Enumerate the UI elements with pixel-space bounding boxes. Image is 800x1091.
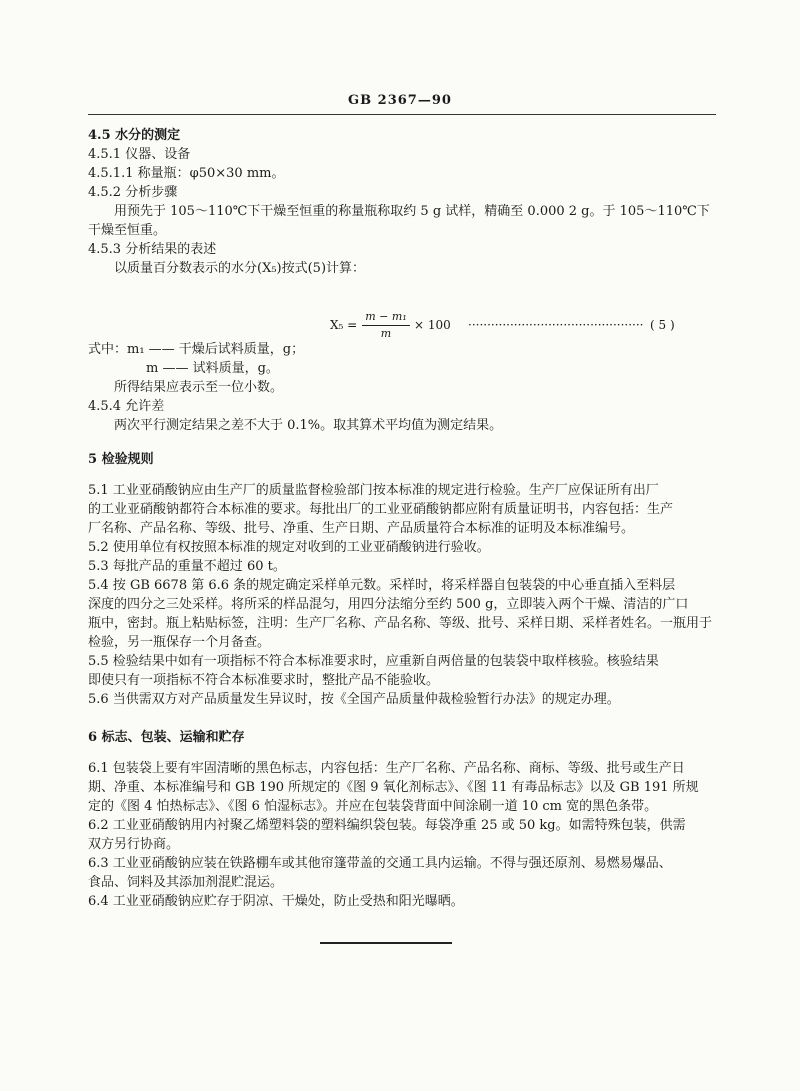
- para-6-2-line1: 6.2 工业亚硝酸钠用内衬聚乙烯塑料袋的塑料编织袋包装。每袋净重 25 或 50 kg。如需特殊包装，供需: [88, 818, 686, 833]
- section-4-5-3-title: 4.5.3 分析结果的表述: [88, 242, 217, 257]
- para-6-3-line1: 6.3 工业亚硝酸钠应装在铁路棚车或其他帘篷带盖的交通工具内运输。不得与强还原剂、易燃易爆品、: [88, 856, 672, 871]
- para-5-4-line1: 5.4 按 GB 6678 第 6.6 条的规定确定采样单元数。采样时，将采样器自包装袋的中心垂直插入至料层: [88, 578, 676, 593]
- formula-numerator: m − m₁: [365, 310, 407, 323]
- section-5-title: 5 检验规则: [88, 452, 154, 467]
- end-rule: [320, 942, 452, 944]
- para-6-3-line2: 食品、饲料及其添加剂混贮混运。: [88, 875, 284, 890]
- para-6-4: 6.4 工业亚硝酸钠应贮存于阴凉、干燥处，防止受热和阳光曝晒。: [88, 894, 464, 909]
- section-4-5-1-1: 4.5.1.1 称量瓶：φ50×30 mm。: [88, 166, 285, 181]
- formula-multiplier: × 100: [414, 318, 451, 332]
- formula-denominator: m: [380, 327, 392, 340]
- section-4-5: [88, 126, 718, 278]
- formula-fraction: [362, 310, 410, 341]
- para-5-1-line2: 的工业亚硝酸钠都符合本标准的要求。每批出厂的工业亚硝酸钠都应附有质量证明书，内容包括：生产: [88, 502, 674, 517]
- header-rule: [88, 114, 716, 115]
- section-4-5-2-para-line2: 干燥至恒重。: [88, 223, 167, 238]
- section-4-5-cont: [88, 340, 718, 435]
- formula-fraction-bar: [362, 325, 410, 326]
- formula-leader-dots: ··············································: [468, 318, 644, 332]
- section-4-5-4-title: 4.5.4 允许差: [88, 399, 165, 414]
- formula-number: ( 5 ): [650, 318, 675, 332]
- para-5-4-line2: 深度的四分之三处采样。将所采的样品混匀，用四分法缩分至约 500 g，立即装入两个干燥、清洁的广口: [88, 597, 689, 612]
- section-6-title: 6 标志、包装、运输和贮存: [88, 730, 245, 745]
- para-5-6: 5.6 当供需双方对产品质量发生异议时，按《全国产品质量仲裁检验暂行办法》的规定办理。: [88, 692, 620, 707]
- section-4-5-3-para: 以质量百分数表示的水分(X₅)按式(5)计算：: [114, 261, 366, 276]
- section-4-5-1-title: 4.5.1 仪器、设备: [88, 147, 191, 162]
- para-5-4-line3: 瓶中，密封。瓶上粘贴标签，注明：生产厂名称、产品名称、等级、批号、采样日期、采样者姓名。一瓶用于: [88, 616, 713, 631]
- para-6-1-line2: 期、净重、本标准编号和 GB 190 所规定的《图 9 氧化剂标志》、《图 11 有毒品标志》以及 GB 191 所规: [88, 780, 699, 795]
- para-5-3: 5.3 每批产品的重量不超过 60 t。: [88, 559, 286, 574]
- formula-lhs: X₅ =: [330, 318, 358, 332]
- para-6-2-line2: 双方另行协商。: [88, 837, 180, 852]
- page-header: GB 2367—90: [348, 93, 452, 108]
- formula-where-line1: 式中：m₁ —— 干燥后试料质量，g；: [88, 342, 305, 357]
- para-5-2: 5.2 使用单位有权按照本标准的规定对收到的工业亚硝酸钠进行验收。: [88, 540, 490, 555]
- para-5-4-line4: 检验，另一瓶保存一个月备查。: [88, 635, 271, 650]
- para-5-5-line1: 5.5 检验结果中如有一项指标不符合本标准要求时，应重新自两倍量的包装袋中取样核验。核验结果: [88, 654, 659, 669]
- formula-where-line2: m —— 试料质量，g。: [146, 361, 279, 376]
- para-5-1-line1: 5.1 工业亚硝酸钠应由生产厂的质量监督检验部门按本标准的规定进行检验。生产厂应保证所有出厂: [88, 483, 659, 498]
- section-4-5-2-title: 4.5.2 分析步骤: [88, 185, 178, 200]
- para-6-1-line1: 6.1 包装袋上要有牢固清晰的黑色标志，内容包括：生产厂名称、产品名称、商标、等级、批号或生产日: [88, 761, 685, 776]
- section-6: [88, 728, 718, 911]
- section-4-5-title: 4.5 水分的测定: [88, 128, 181, 143]
- section-4-5-2-para-line1: 用预先于 105～110℃下干燥至恒重的称量瓶称取约 5 g 试样，精确至 0.000 2 g。于 105～110℃下: [114, 204, 710, 219]
- para-6-1-line3: 定的《图 4 怕热标志》、《图 6 怕湿标志》。并应在包装袋背面中间涂刷一道 10 cm 宽的黑色条带。: [88, 799, 658, 814]
- section-5: [88, 450, 718, 709]
- para-5-1-line3: 厂名称、产品名称、等级、批号、净重、生产日期、产品质量符合本标准的证明及本标准编号。: [88, 521, 635, 536]
- para-5-5-line2: 即使只有一项指标不符合本标准要求时，整批产品不能验收。: [88, 673, 440, 688]
- section-4-5-4-para: 两次平行测定结果之差不大于 0.1%。取其算术平均值为测定结果。: [114, 418, 503, 433]
- result-precision: 所得结果应表示至一位小数。: [114, 380, 284, 395]
